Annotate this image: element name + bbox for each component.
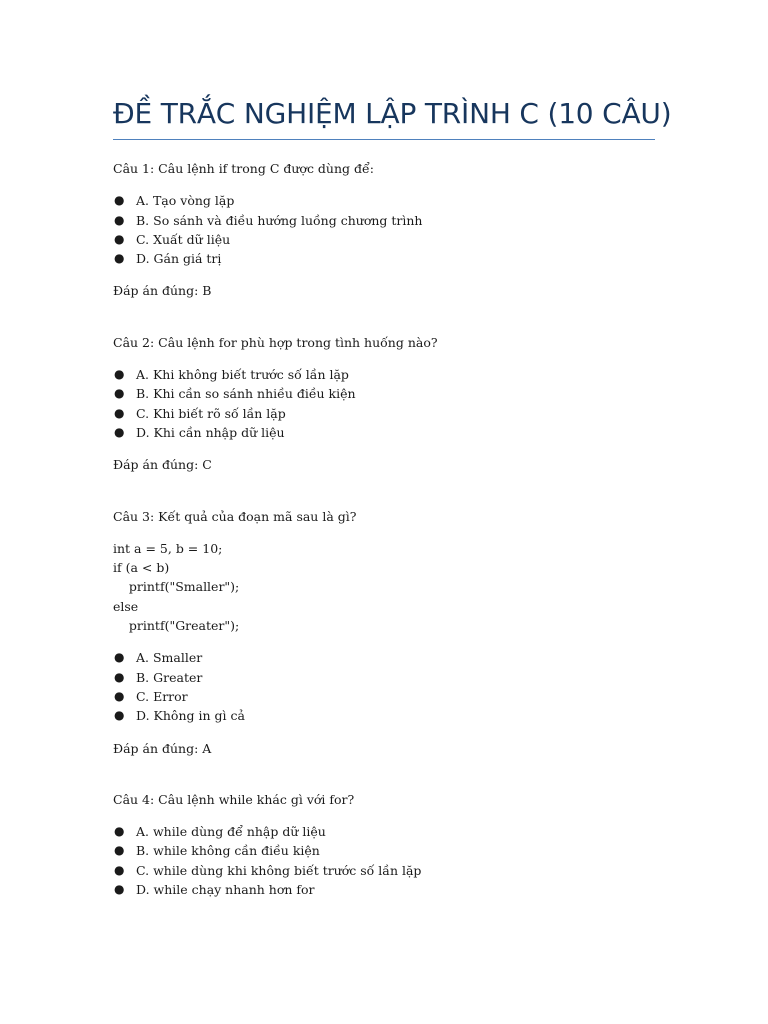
option-text: C. Xuất dữ liệu (136, 231, 231, 247)
option-text: A. Khi không biết trước số lần lặp (136, 367, 349, 383)
bullet-icon: ● (114, 405, 125, 420)
option-text: B. So sánh và điều hướng luồng chương trình (136, 212, 423, 228)
bullet-icon: ● (114, 862, 125, 877)
option-text: D. while chạy nhanh hơn for (136, 882, 315, 898)
option-item (113, 861, 658, 880)
option-text: A. Smaller (136, 650, 203, 666)
option-list (113, 648, 658, 725)
bullet-icon: ● (114, 231, 125, 246)
option-item (113, 687, 658, 706)
option-item (113, 191, 658, 210)
question-block (113, 159, 658, 301)
option-item (113, 211, 658, 230)
option-text: A. Tạo vòng lặp (136, 193, 235, 209)
document-body (113, 159, 658, 912)
option-item (113, 230, 658, 249)
code-snippet: int a = 5, b = 10; if (a < b) printf("Smaller"); else printf("Greater"); (113, 540, 240, 634)
bullet-icon: ● (114, 824, 125, 839)
bullet-icon: ● (114, 386, 125, 401)
bullet-icon: ● (114, 424, 125, 439)
bullet-icon: ● (114, 882, 125, 897)
question-text: Câu 3: Kết quả của đoạn mã sau là gì? (113, 508, 357, 524)
option-text: A. while dùng để nhập dữ liệu (136, 824, 326, 840)
option-list (113, 365, 658, 442)
question-text: Câu 4: Câu lệnh while khác gì với for? (113, 791, 355, 807)
option-text: B. while không cần điều kiện (136, 843, 320, 859)
option-text: D. Không in gì cả (136, 708, 245, 724)
question-block (113, 790, 658, 899)
option-item (113, 841, 658, 860)
option-item (113, 249, 658, 268)
option-list (113, 191, 658, 268)
option-item (113, 822, 658, 841)
option-item (113, 648, 658, 667)
question-block (113, 333, 658, 475)
option-item (113, 384, 658, 403)
option-item (113, 365, 658, 384)
title-underline (113, 139, 655, 140)
option-text: D. Khi cần nhập dữ liệu (136, 424, 285, 440)
bullet-icon: ● (114, 193, 125, 208)
question-text: Câu 1: Câu lệnh if trong C được dùng để: (113, 161, 374, 176)
bullet-icon: ● (114, 212, 125, 227)
question-block (113, 507, 658, 758)
answer-text: Đáp án đúng: B (113, 283, 212, 299)
option-item (113, 706, 658, 725)
option-item (113, 423, 658, 442)
page-title: ĐỀ TRẮC NGHIỆM LẬP TRÌNH C (10 CÂU) (113, 97, 672, 130)
option-text: B. Khi cần so sánh nhiều điều kiện (136, 386, 356, 402)
option-text: C. while dùng khi không biết trước số lần lặp (136, 862, 422, 878)
option-text: C. Khi biết rõ số lần lặp (136, 405, 286, 421)
answer-text: Đáp án đúng: A (113, 740, 212, 756)
bullet-icon: ● (114, 367, 125, 382)
option-list (113, 822, 658, 899)
bullet-icon: ● (114, 251, 125, 266)
option-item (113, 880, 658, 899)
bullet-icon: ● (114, 688, 125, 703)
question-text: Câu 2: Câu lệnh for phù hợp trong tình huống nào? (113, 334, 438, 350)
option-text: B. Greater (136, 669, 203, 685)
bullet-icon: ● (114, 650, 125, 665)
bullet-icon: ● (114, 708, 125, 723)
option-item (113, 668, 658, 687)
option-text: C. Error (136, 688, 188, 704)
bullet-icon: ● (114, 843, 125, 858)
answer-text: Đáp án đúng: C (113, 457, 212, 473)
option-text: D. Gán giá trị (136, 251, 222, 267)
bullet-icon: ● (114, 669, 125, 684)
option-item (113, 404, 658, 423)
